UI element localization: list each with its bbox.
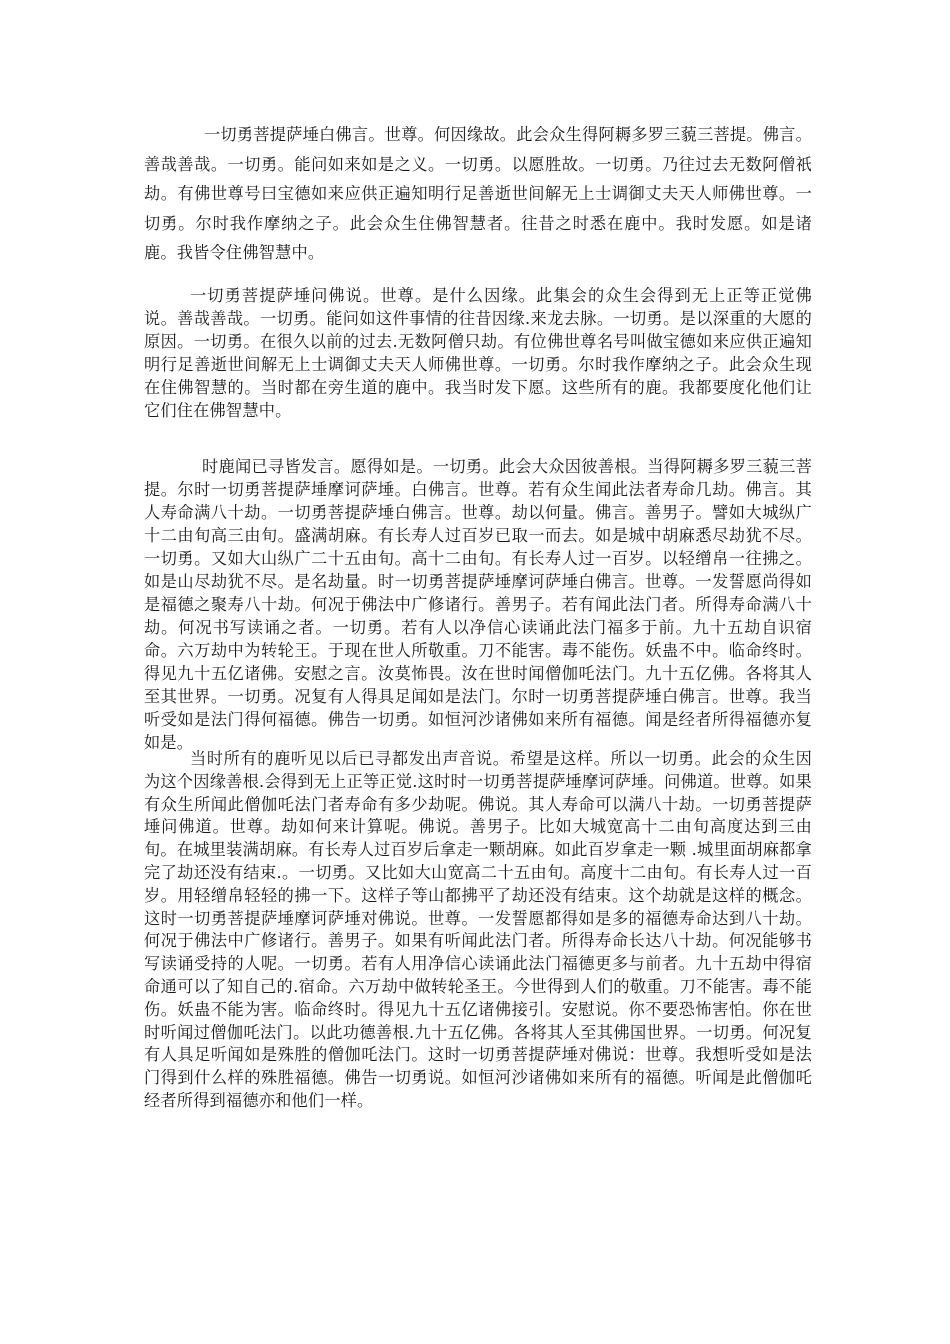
paragraph-3: 时鹿闻已寻皆发言。愿得如是。一切勇。此会大众因彼善根。当得阿耨多罗三藐三菩提。尔时一切勇菩提萨埵摩诃萨埵。白佛言。世尊。若有众生闻此法者寿命几劫。佛言。其人寿命满八十劫。一切勇菩提萨埵白佛言。世尊。劫以何量。佛言。善男子。譬如大城纵广十二由旬高三由旬。盛满胡麻。有长寿人过百岁已取一而去。如是城中胡麻悉尽劫犹不尽。一切勇。又如大山纵广二十五由旬。高十二由旬。有长寿人过一百岁。以轻缯帛一往拂之。如是山尽劫犹不尽。是名劫量。时一切勇菩提萨埵摩诃萨埵白佛言。世尊。一发誓愿尚得如是福德之聚寿八十劫。何况于佛法中广修诸行。善男子。若有闻此法门者。所得寿命满八十劫。何况书写读诵之者。一切勇。若有人以净信心读诵此法门福多于前。九十五劫自识宿命。六万劫中为转轮王。于现在世人所敬重。刀不能害。毒不能伤。妖蛊不中。临命终时。得见九十五亿诸佛。安慰之言。汝莫怖畏。汝在世时闻僧伽吒法门。九十五亿佛。各将其人至其世界。一切勇。况复有人得具足闻如是法门。尔时一切勇菩提萨埵白佛言。世尊。我当听受如是法门得何福德。佛告一切勇。如恒河沙诸佛如来所有福德。闻是经者所得福德亦复如是。 [144,457,812,752]
paragraph-4: 当时所有的鹿听见以后已寻都发出声音说。希望是这样。所以一切勇。此会的众生因为这个因缘善根.会得到无上正等正觉.这时时一切勇菩提萨埵摩诃萨埵。问佛道。世尊。如果有众生所闻此僧伽吒法门者寿命有多少劫呢。佛说。其人寿命可以满八十劫。一切勇菩提萨埵问佛道。世尊。劫如何来计算呢。佛说。善男子。比如大城宽高十二由旬高度达到三由旬。在城里装满胡麻。有长寿人过百岁后拿走一颗胡麻。如此百岁拿走一颗 .城里面胡麻都拿完了劫还没有结束.。一切勇。又比如大山宽高二十五由旬。高度十二由旬。有长寿人过一百岁。用轻缯帛轻轻的拂一下。这样子等山都拂平了劫还没有结束。这个劫就是这样的概念。这时一切勇菩提萨埵摩诃萨埵对佛说。世尊。一发誓愿都得如是多的福德寿命达到八十劫。何况于佛法中广修诸行。善男子。如果有听闻此法门者。所得寿命长达八十劫。何况能够书写读诵受持的人呢。一切勇。若有人用净信心读诵此法门福德更多与前者。九十五劫中得宿命通可以了知自己的.宿命。六万劫中做转轮圣王。今世得到人们的敬重。刀不能害。毒不能伤。妖蛊不能为害。临命终时。得见九十五亿诸佛接引。安慰说。你不要恐怖害怕。你在世时听闻过僧伽吒法门。以此功德善根.九十五亿佛。各将其人至其佛国世界。一切勇。何况复有人具足听闻如是殊胜的僧伽吒法门。这时一切勇菩提萨埵对佛说：世尊。我想听受如是法门得到什么样的殊胜福德。佛告一切勇说。如恒河沙诸佛如来所有的福德。听闻是此僧伽吒经者所得到福德亦和他们一样。 [144,749,812,1110]
paragraph-1: 一切勇菩提萨埵白佛言。世尊。何因缘故。此会众生得阿耨多罗三藐三菩提。佛言。善哉善哉。一切勇。能问如来如是之义。一切勇。以愿胜故。一切勇。乃往过去无数阿僧祇劫。有佛世尊号曰宝德如来应供正遍知明行足善逝世间解无上士调御丈夫天人师佛世尊。一切勇。尔时我作摩纳之子。此会众生住佛智慧者。往昔之时悉在鹿中。我时发愿。如是诸鹿。我皆令住佛智慧中。 [144,125,812,262]
paragraph-2: 一切勇菩提萨埵问佛说。世尊。是什么因缘。此集会的众生会得到无上正等正觉佛说。善哉善哉。一切勇。能问如这件事情的往昔因缘.来龙去脉。一切勇。是以深重的大愿的原因。一切勇。在很久以前的过去.无数阿僧只劫。有位佛世尊名号叫做宝德如来应供正遍知明行足善逝世间解无上士调御丈夫天人师佛世尊。一切勇。尔时我作摩纳之子。此会众生现在住佛智慧的。当时都在旁生道的鹿中。我当时发下愿。这些所有的鹿。我都要度化他们让它们住在佛智慧中。 [144,286,812,420]
